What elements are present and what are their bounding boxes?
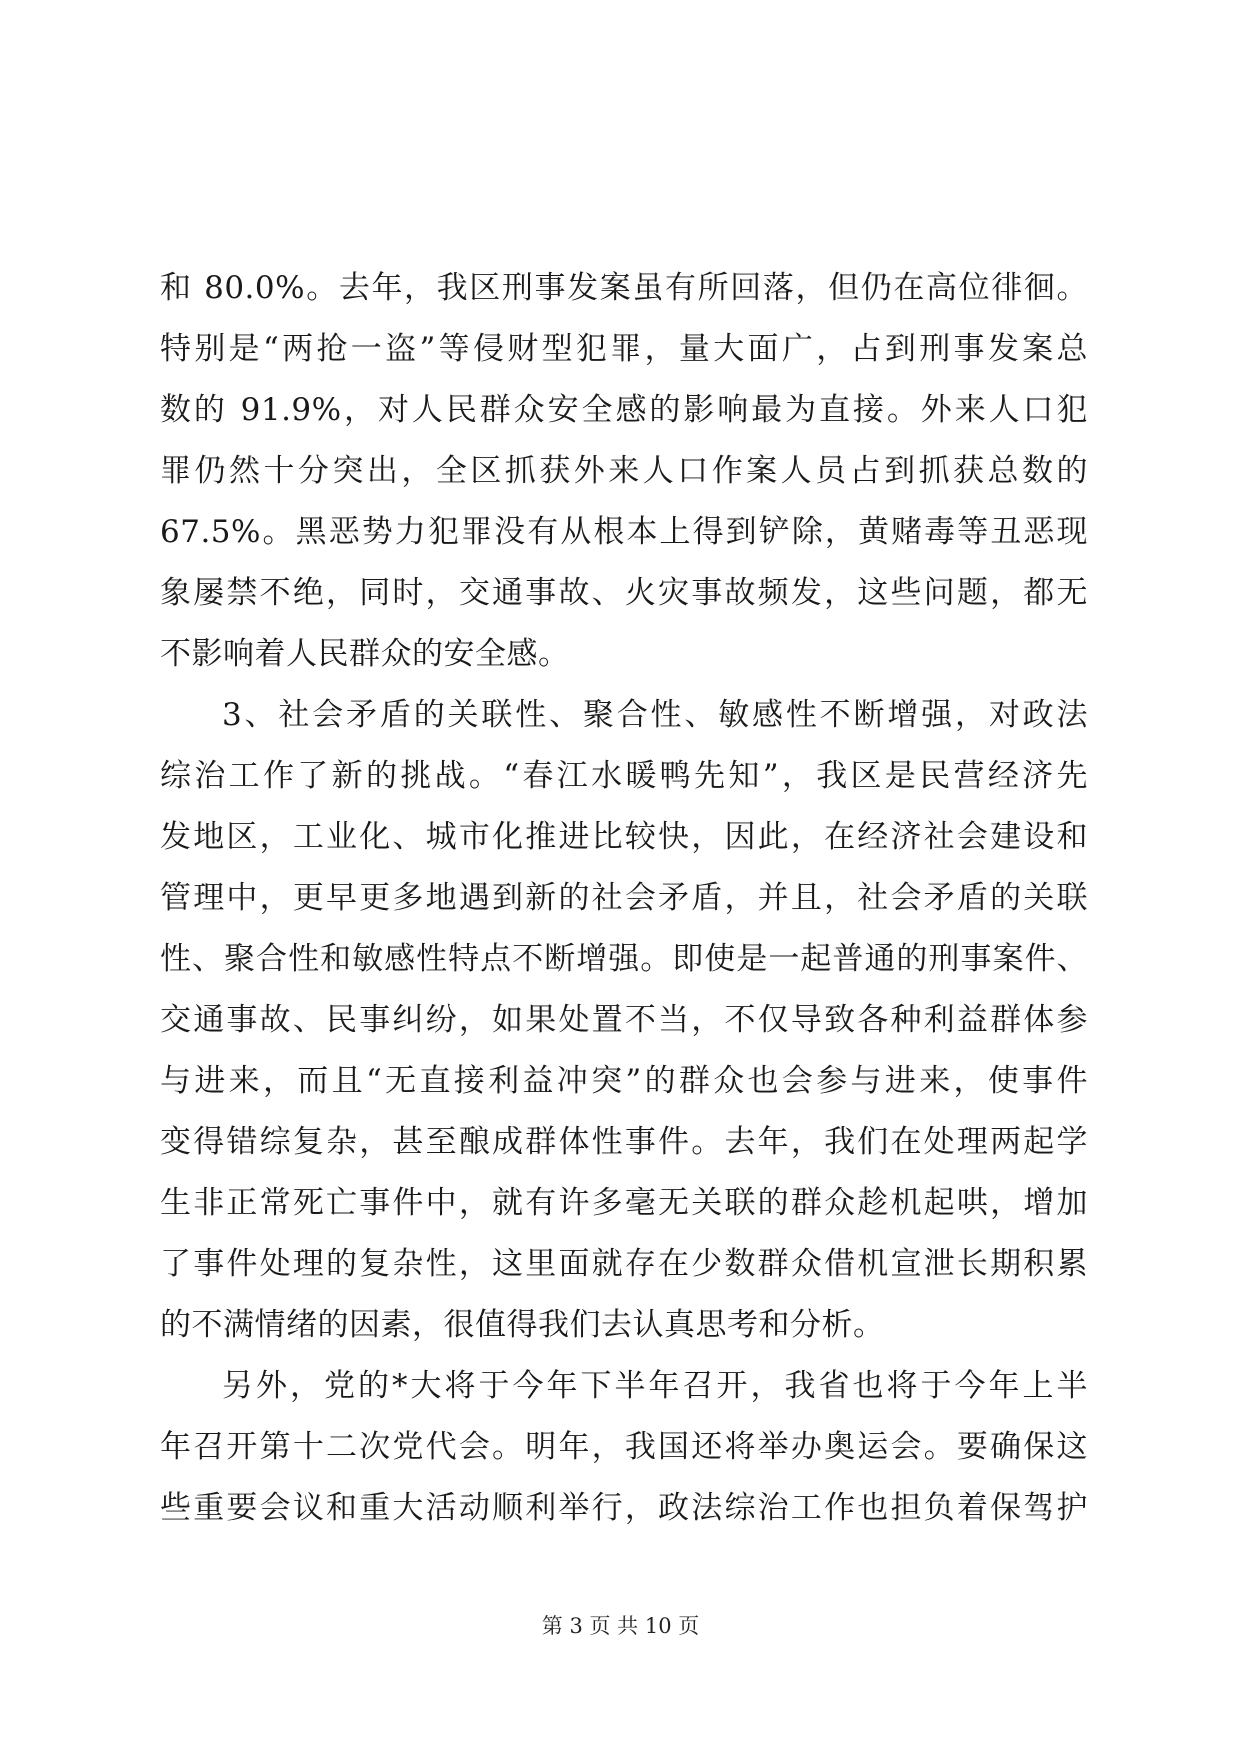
text-line: 另外，党的*大将于今年下半年召开，我省也将于今年上半 (222, 1368, 1088, 1404)
text-line: 些重要会议和重大活动顺利举行，政法综治工作也担负着保驾护 (160, 1490, 1088, 1526)
text-line: 生非正常死亡事件中，就有许多毫无关联的群众趁机起哄，增加 (160, 1185, 1088, 1221)
text-line: 的不满情绪的因素，很值得我们去认真思考和分析。 (160, 1307, 885, 1343)
document-body (160, 258, 1088, 1539)
text-line: 综治工作了新的挑战。“春江水暖鸭先知”，我区是民营经济先 (160, 758, 1088, 794)
text-line: 变得错综复杂，甚至酿成群体性事件。去年，我们在处理两起学 (160, 1124, 1088, 1160)
text-line: 象屡禁不绝，同时，交通事故、火灾事故频发，这些问题，都无 (160, 575, 1088, 611)
text-line: 罪仍然十分突出，全区抓获外来人口作案人员占到抓获总数的 (160, 453, 1088, 489)
page-number-footer: 第 3 页 共 10 页 (541, 1614, 700, 1638)
text-line: 年召开第十二次党代会。明年，我国还将举办奥运会。要确保这 (160, 1429, 1088, 1465)
text-line: 数的 91.9%，对人民群众安全感的影响最为直接。外来人口犯 (160, 392, 1088, 428)
paragraph-3 (160, 1356, 1088, 1539)
text-line: 和 80.0%。去年，我区刑事发案虽有所回落，但仍在高位徘徊。 (160, 270, 1088, 306)
text-line: 特别是“两抢一盗”等侵财型犯罪，量大面广，占到刑事发案总 (160, 331, 1088, 367)
text-line: 管理中，更早更多地遇到新的社会矛盾，并且，社会矛盾的关联 (160, 880, 1088, 916)
text-line: 3、社会矛盾的关联性、聚合性、敏感性不断增强，对政法 (222, 697, 1088, 733)
text-line: 交通事故、民事纠纷，如果处置不当，不仅导致各种利益群体参 (160, 1002, 1088, 1038)
text-line: 67.5%。黑恶势力犯罪没有从根本上得到铲除，黄赌毒等丑恶现 (160, 514, 1088, 550)
text-line: 了事件处理的复杂性，这里面就存在少数群众借机宣泄长期积累 (160, 1246, 1088, 1282)
text-line: 不影响着人民群众的安全感。 (160, 636, 570, 672)
text-line: 与进来，而且“无直接利益冲突”的群众也会参与进来，使事件 (160, 1063, 1088, 1099)
text-line: 发地区，工业化、城市化推进比较快，因此，在经济社会建设和 (160, 819, 1088, 855)
paragraph-1 (160, 258, 1088, 685)
text-line: 性、聚合性和敏感性特点不断增强。即使是一起普通的刑事案件、 (160, 941, 1088, 977)
paragraph-2 (160, 685, 1088, 1356)
